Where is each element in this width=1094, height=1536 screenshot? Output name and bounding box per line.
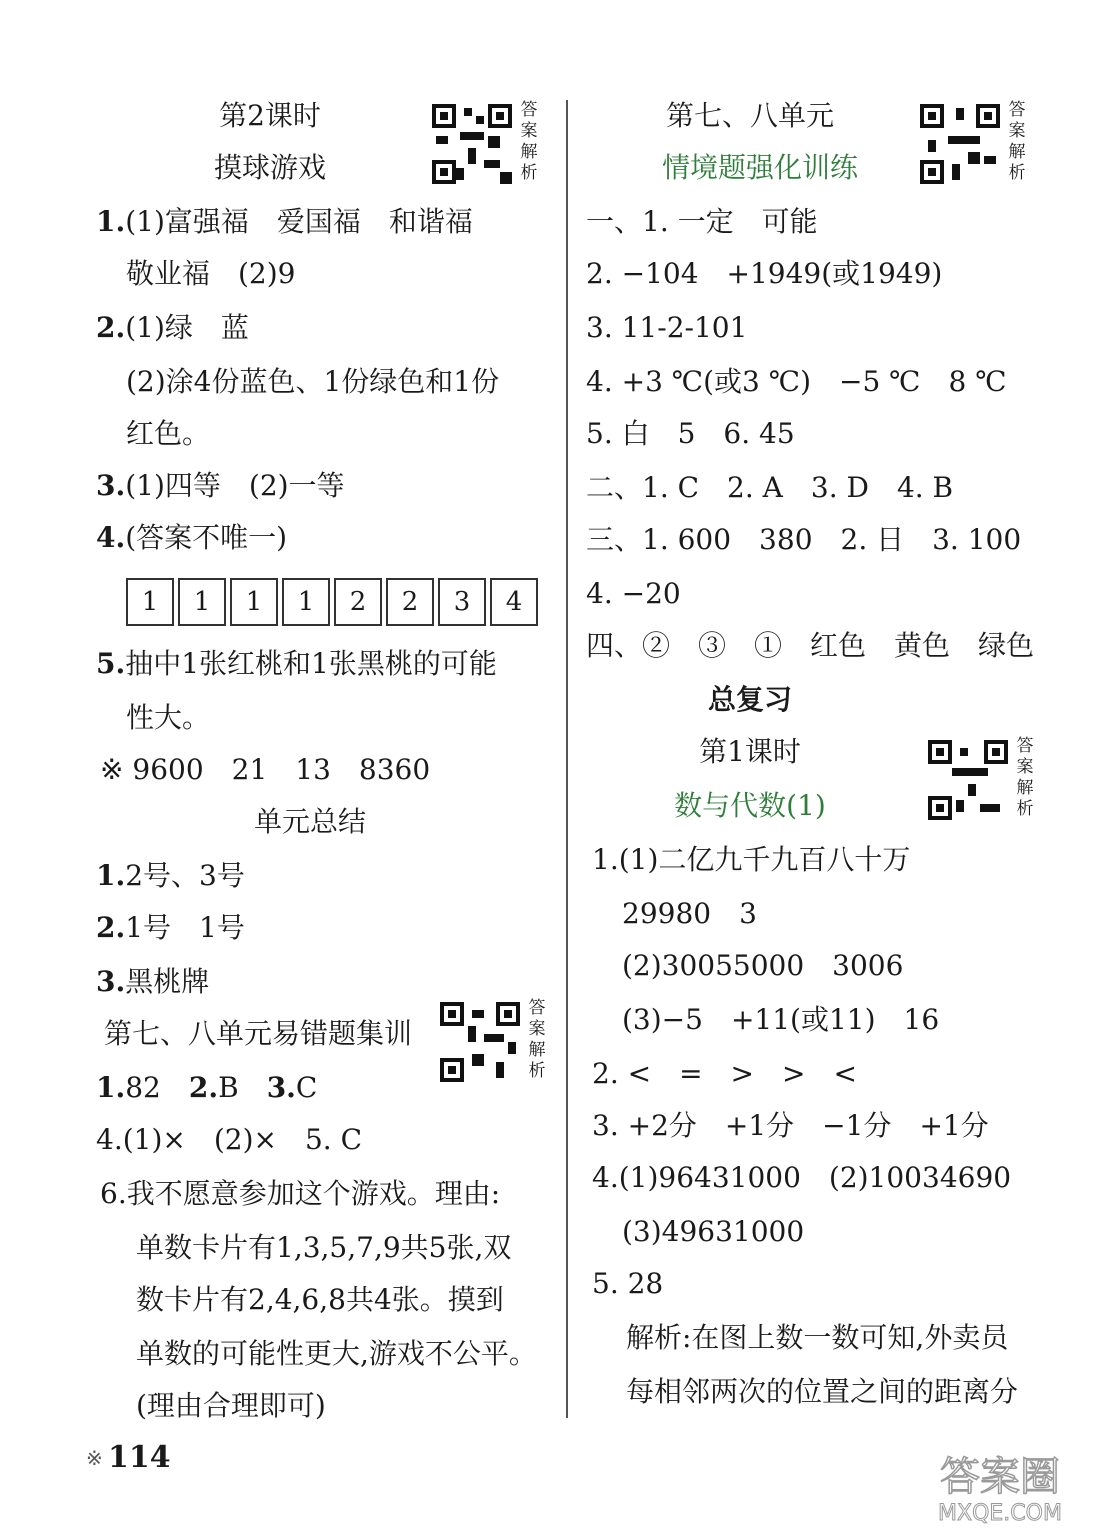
lesson-subtitle: 摸球游戏 bbox=[213, 151, 326, 184]
answer-line: (3)−5 +11(或11) 16 bbox=[622, 1003, 940, 1036]
qr-label: 答案解析 bbox=[528, 998, 546, 1081]
answer-line: (理由合理即可) bbox=[136, 1389, 326, 1422]
answer-line: 四、② ③ ① 红色 黄色 绿色 bbox=[586, 629, 1035, 662]
answer-line: 3.黑桃牌 bbox=[96, 965, 210, 998]
answer-line: 1.82 2.B 3.C bbox=[96, 1071, 318, 1104]
answer-line: 2. −104 +1949(或1949) bbox=[586, 257, 943, 290]
answer-line: 3. +2分 +1分 −1分 +1分 bbox=[592, 1109, 989, 1142]
answer-line: 6.我不愿意参加这个游戏。理由: bbox=[100, 1177, 501, 1210]
qr-code-icon[interactable] bbox=[440, 1002, 520, 1082]
qr-label: 答案解析 bbox=[1016, 736, 1034, 819]
unit-title: 第七、八单元 bbox=[665, 99, 834, 132]
answer-line: 4. −20 bbox=[586, 577, 681, 610]
number-box: 2 bbox=[386, 578, 434, 626]
qr-label: 答案解析 bbox=[1008, 100, 1026, 183]
number-box: 1 bbox=[178, 578, 226, 626]
answer-line: 4.(答案不唯一) bbox=[96, 521, 288, 554]
answer-line: 三、1. 600 380 2. 日 3. 100 bbox=[586, 523, 1022, 556]
review-lesson: 第1课时 bbox=[699, 735, 801, 768]
answer-line: (3)49631000 bbox=[622, 1215, 805, 1248]
qr-code-icon[interactable] bbox=[920, 104, 1000, 184]
footer-mark: ※ bbox=[86, 1446, 103, 1470]
number-boxes bbox=[126, 578, 538, 626]
answer-line: 单数卡片有1,3,5,7,9共5张,双 bbox=[136, 1231, 512, 1264]
watermark-logo bbox=[920, 1446, 1080, 1528]
answer-line: 2.(1)绿 蓝 bbox=[96, 311, 249, 344]
qr-code-icon[interactable] bbox=[928, 740, 1008, 820]
number-box: 1 bbox=[282, 578, 330, 626]
answer-line: 2.1号 1号 bbox=[96, 911, 245, 944]
answer-line: 4. +3 ℃(或3 ℃) −5 ℃ 8 ℃ bbox=[586, 365, 1007, 398]
qr-code-icon[interactable] bbox=[432, 104, 512, 184]
answer-line: 二、1. C 2. A 3. D 4. B bbox=[586, 471, 954, 504]
svg-text:答案圈: 答案圈 bbox=[940, 1454, 1060, 1500]
answer-line: 1.(1)富强福 爱国福 和谐福 bbox=[96, 205, 473, 238]
answer-line: 性大。 bbox=[126, 701, 211, 734]
review-title: 总复习 bbox=[707, 683, 792, 716]
answer-line: 一、1. 一定 可能 bbox=[586, 205, 818, 238]
answer-line: 2. < = > > < bbox=[592, 1057, 857, 1090]
answer-line: 3.(1)四等 (2)一等 bbox=[96, 469, 345, 502]
analysis-line: 解析:在图上数一数可知,外卖员 bbox=[626, 1321, 1009, 1354]
page-number: 114 bbox=[108, 1440, 171, 1475]
number-box: 1 bbox=[126, 578, 174, 626]
errors-title: 第七、八单元易错题集训 bbox=[104, 1017, 413, 1050]
answer-line: 红色。 bbox=[126, 417, 211, 450]
answer-line: 4.(1)96431000 (2)10034690 bbox=[592, 1161, 1012, 1194]
answer-line: 单数的可能性更大,游戏不公平。 bbox=[136, 1337, 537, 1370]
number-box: 1 bbox=[230, 578, 278, 626]
answer-line: 29980 3 bbox=[622, 897, 757, 930]
unit-subtitle: 情境题强化训练 bbox=[661, 151, 858, 184]
answer-line: 1.2号、3号 bbox=[96, 859, 245, 892]
answer-line: 4.(1)× (2)× 5. C bbox=[96, 1123, 363, 1156]
answer-line: 敬业福 (2)9 bbox=[126, 257, 296, 290]
analysis-line: 每相邻两次的位置之间的距离分 bbox=[626, 1375, 1019, 1408]
answer-line: 3. 11-2-101 bbox=[586, 311, 748, 344]
qr-label: 答案解析 bbox=[520, 100, 538, 183]
review-subtitle: 数与代数(1) bbox=[674, 789, 826, 822]
answer-line: 5. 28 bbox=[592, 1267, 664, 1300]
answer-line: ※ 9600 21 13 8360 bbox=[100, 753, 431, 786]
answer-line: 5. 白 5 6. 45 bbox=[586, 417, 795, 450]
answer-line: (2)30055000 3006 bbox=[622, 949, 904, 982]
answer-line: (2)涂4份蓝色、1份绿色和1份 bbox=[126, 365, 500, 398]
answer-line: 1.(1)二亿九千九百八十万 bbox=[592, 843, 911, 876]
number-box: 2 bbox=[334, 578, 382, 626]
column-divider bbox=[566, 100, 568, 1418]
number-box: 4 bbox=[490, 578, 538, 626]
svg-text:MXQE.COM: MXQE.COM bbox=[938, 1501, 1062, 1526]
answer-line: 5.抽中1张红桃和1张黑桃的可能 bbox=[96, 647, 497, 680]
answer-line: 数卡片有2,4,6,8共4张。摸到 bbox=[136, 1283, 504, 1316]
number-box: 3 bbox=[438, 578, 486, 626]
summary-title: 单元总结 bbox=[253, 805, 366, 838]
lesson-title: 第2课时 bbox=[219, 99, 321, 132]
